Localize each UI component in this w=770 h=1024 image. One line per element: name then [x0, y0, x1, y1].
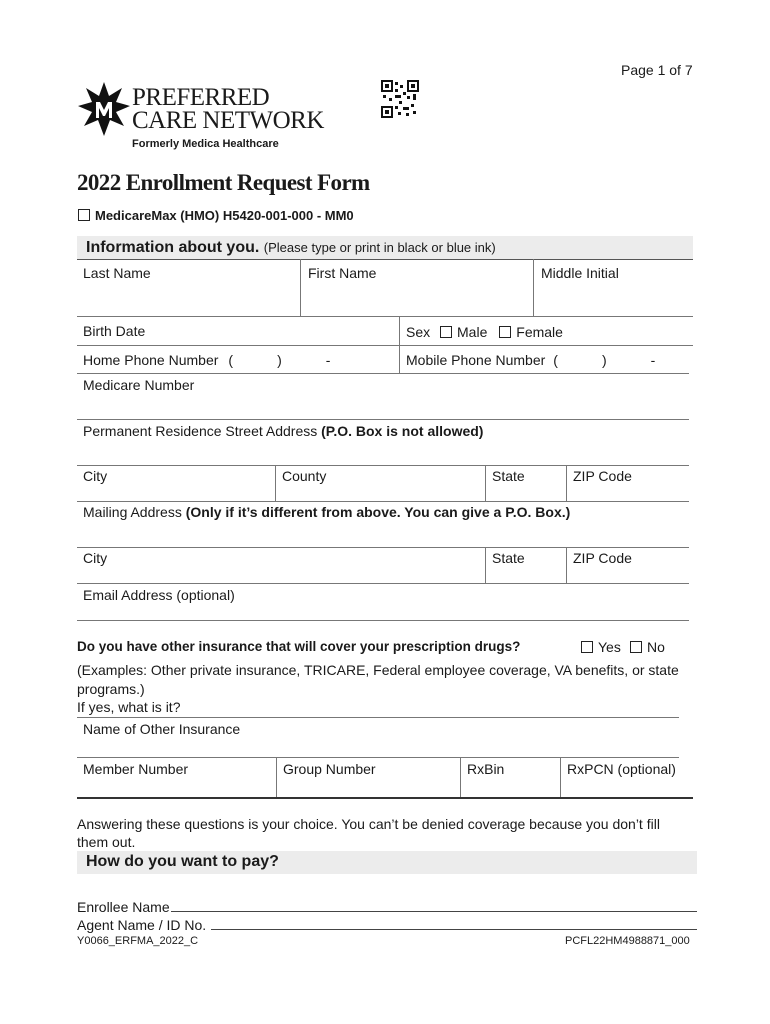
group-number-label: Group Number: [283, 761, 376, 777]
logo-text: [132, 86, 324, 132]
mailing-address-field[interactable]: [83, 523, 683, 543]
state-field[interactable]: [492, 486, 562, 500]
plan-option-checkbox[interactable]: [78, 208, 354, 223]
mailing-city-field[interactable]: [83, 568, 478, 582]
checkbox-icon: [440, 326, 452, 338]
email-field[interactable]: [83, 605, 683, 619]
medicare-number-label: Medicare Number: [83, 377, 195, 393]
middle-initial-field[interactable]: [541, 284, 689, 312]
female-checkbox[interactable]: [499, 324, 563, 340]
member-number-field[interactable]: [83, 780, 269, 794]
section-heading-info: [86, 239, 496, 257]
email-label: Email Address (optional): [83, 587, 235, 603]
county-label: County: [282, 468, 327, 484]
mailing-address-label: [83, 504, 570, 520]
birth-date-field[interactable]: [160, 320, 390, 342]
checkbox-icon: [630, 641, 642, 653]
home-phone-label: Home Phone Number ( ) -: [83, 352, 331, 368]
form-code-right: PCFL22HM4988871_000: [565, 935, 690, 947]
mailing-address-note: (Only if it’s different from above. You can give a P.O. Box.): [185, 504, 571, 520]
star-burst-logo-icon: [76, 80, 132, 138]
city-field[interactable]: [83, 486, 268, 500]
checkbox-icon: [499, 326, 511, 338]
section-divider: [77, 797, 693, 799]
logo-line2: CARE NETWORK: [132, 107, 324, 134]
form-code-left: Y0066_ERFMA_2022_C: [77, 935, 199, 947]
section-heading-payment: How do you want to pay?: [86, 853, 279, 870]
choice-note: Answering these questions is your choice. You can’t be denied coverage because you don’t fill them out.: [77, 816, 660, 850]
agent-name-label: Agent Name / ID No.: [77, 917, 207, 933]
agent-name-field[interactable]: [211, 929, 697, 930]
mailing-address-text: Mailing Address: [83, 504, 182, 520]
other-insurance-name-label: Name of Other Insurance: [83, 721, 241, 737]
mailing-zip-label: ZIP Code: [573, 550, 632, 566]
zip-field[interactable]: [573, 486, 685, 500]
home-phone-field[interactable]: [235, 349, 395, 371]
plan-option-label: MedicareMax (HMO) H5420-001-000 - MM0: [95, 208, 354, 223]
middle-initial-label: Middle Initial: [541, 265, 619, 281]
mailing-city-label: City: [83, 550, 108, 566]
section-heading-text: Information about you.: [86, 239, 260, 256]
rxpcn-field[interactable]: [567, 780, 687, 794]
sex-group: [406, 324, 563, 340]
logo-line1: PREFERRED: [132, 84, 270, 111]
checkbox-icon: [78, 209, 90, 221]
sex-label: Sex: [406, 324, 431, 340]
insurance-no-checkbox[interactable]: [630, 639, 665, 655]
male-label: Male: [457, 324, 488, 340]
page-number: Page 1 of 7: [621, 62, 693, 78]
first-name-label: First Name: [308, 265, 377, 281]
permanent-address-label: [83, 423, 483, 439]
member-number-label: Member Number: [83, 761, 189, 777]
insurance-question: Do you have other insurance that will cover your prescription drugs?: [77, 639, 521, 654]
section-heading-note: (Please type or print in black or blue ink): [263, 240, 496, 255]
insurance-yes-label: Yes: [598, 639, 621, 655]
birth-date-label: Birth Date: [83, 323, 146, 339]
enrollee-name-label: Enrollee Name: [77, 899, 170, 915]
insurance-examples: (Examples: Other private insurance, TRICARE, Federal employee coverage, VA benefits, or state programs.): [77, 662, 679, 697]
rxpcn-label: RxPCN (optional): [567, 761, 676, 777]
last-name-label: Last Name: [83, 265, 151, 281]
other-insurance-name-field[interactable]: [83, 739, 673, 755]
mobile-phone-field[interactable]: [560, 349, 688, 371]
qr-code-icon: [381, 80, 419, 118]
insurance-no-label: No: [647, 639, 665, 655]
county-field[interactable]: [282, 486, 480, 500]
logo-tagline: Formerly Medica Healthcare: [132, 138, 279, 150]
male-checkbox[interactable]: [440, 324, 487, 340]
medicare-number-field[interactable]: [83, 396, 683, 416]
mobile-phone-text: Mobile Phone Number: [406, 352, 546, 368]
enrollee-name-field[interactable]: [171, 911, 697, 912]
first-name-field[interactable]: [308, 284, 528, 312]
zip-label: ZIP Code: [573, 468, 632, 484]
permanent-address-note: (P.O. Box is not allowed): [321, 423, 484, 439]
mailing-state-field[interactable]: [492, 568, 562, 582]
rxbin-field[interactable]: [467, 780, 555, 794]
rxbin-label: RxBin: [467, 761, 505, 777]
if-yes-label: If yes, what is it?: [77, 699, 181, 715]
mailing-zip-field[interactable]: [573, 568, 685, 582]
mobile-phone-label: Mobile Phone Number ( ) -: [406, 352, 656, 368]
female-label: Female: [516, 324, 563, 340]
mailing-state-label: State: [492, 550, 525, 566]
permanent-address-field[interactable]: [83, 442, 683, 462]
group-number-field[interactable]: [283, 780, 453, 794]
last-name-field[interactable]: [85, 284, 295, 312]
state-label: State: [492, 468, 525, 484]
permanent-address-text: Permanent Residence Street Address: [83, 423, 318, 439]
insurance-yes-checkbox[interactable]: [581, 639, 621, 655]
home-phone-text: Home Phone Number: [83, 352, 219, 368]
checkbox-icon: [581, 641, 593, 653]
form-title: 2022 Enrollment Request Form: [77, 170, 370, 195]
city-label: City: [83, 468, 108, 484]
